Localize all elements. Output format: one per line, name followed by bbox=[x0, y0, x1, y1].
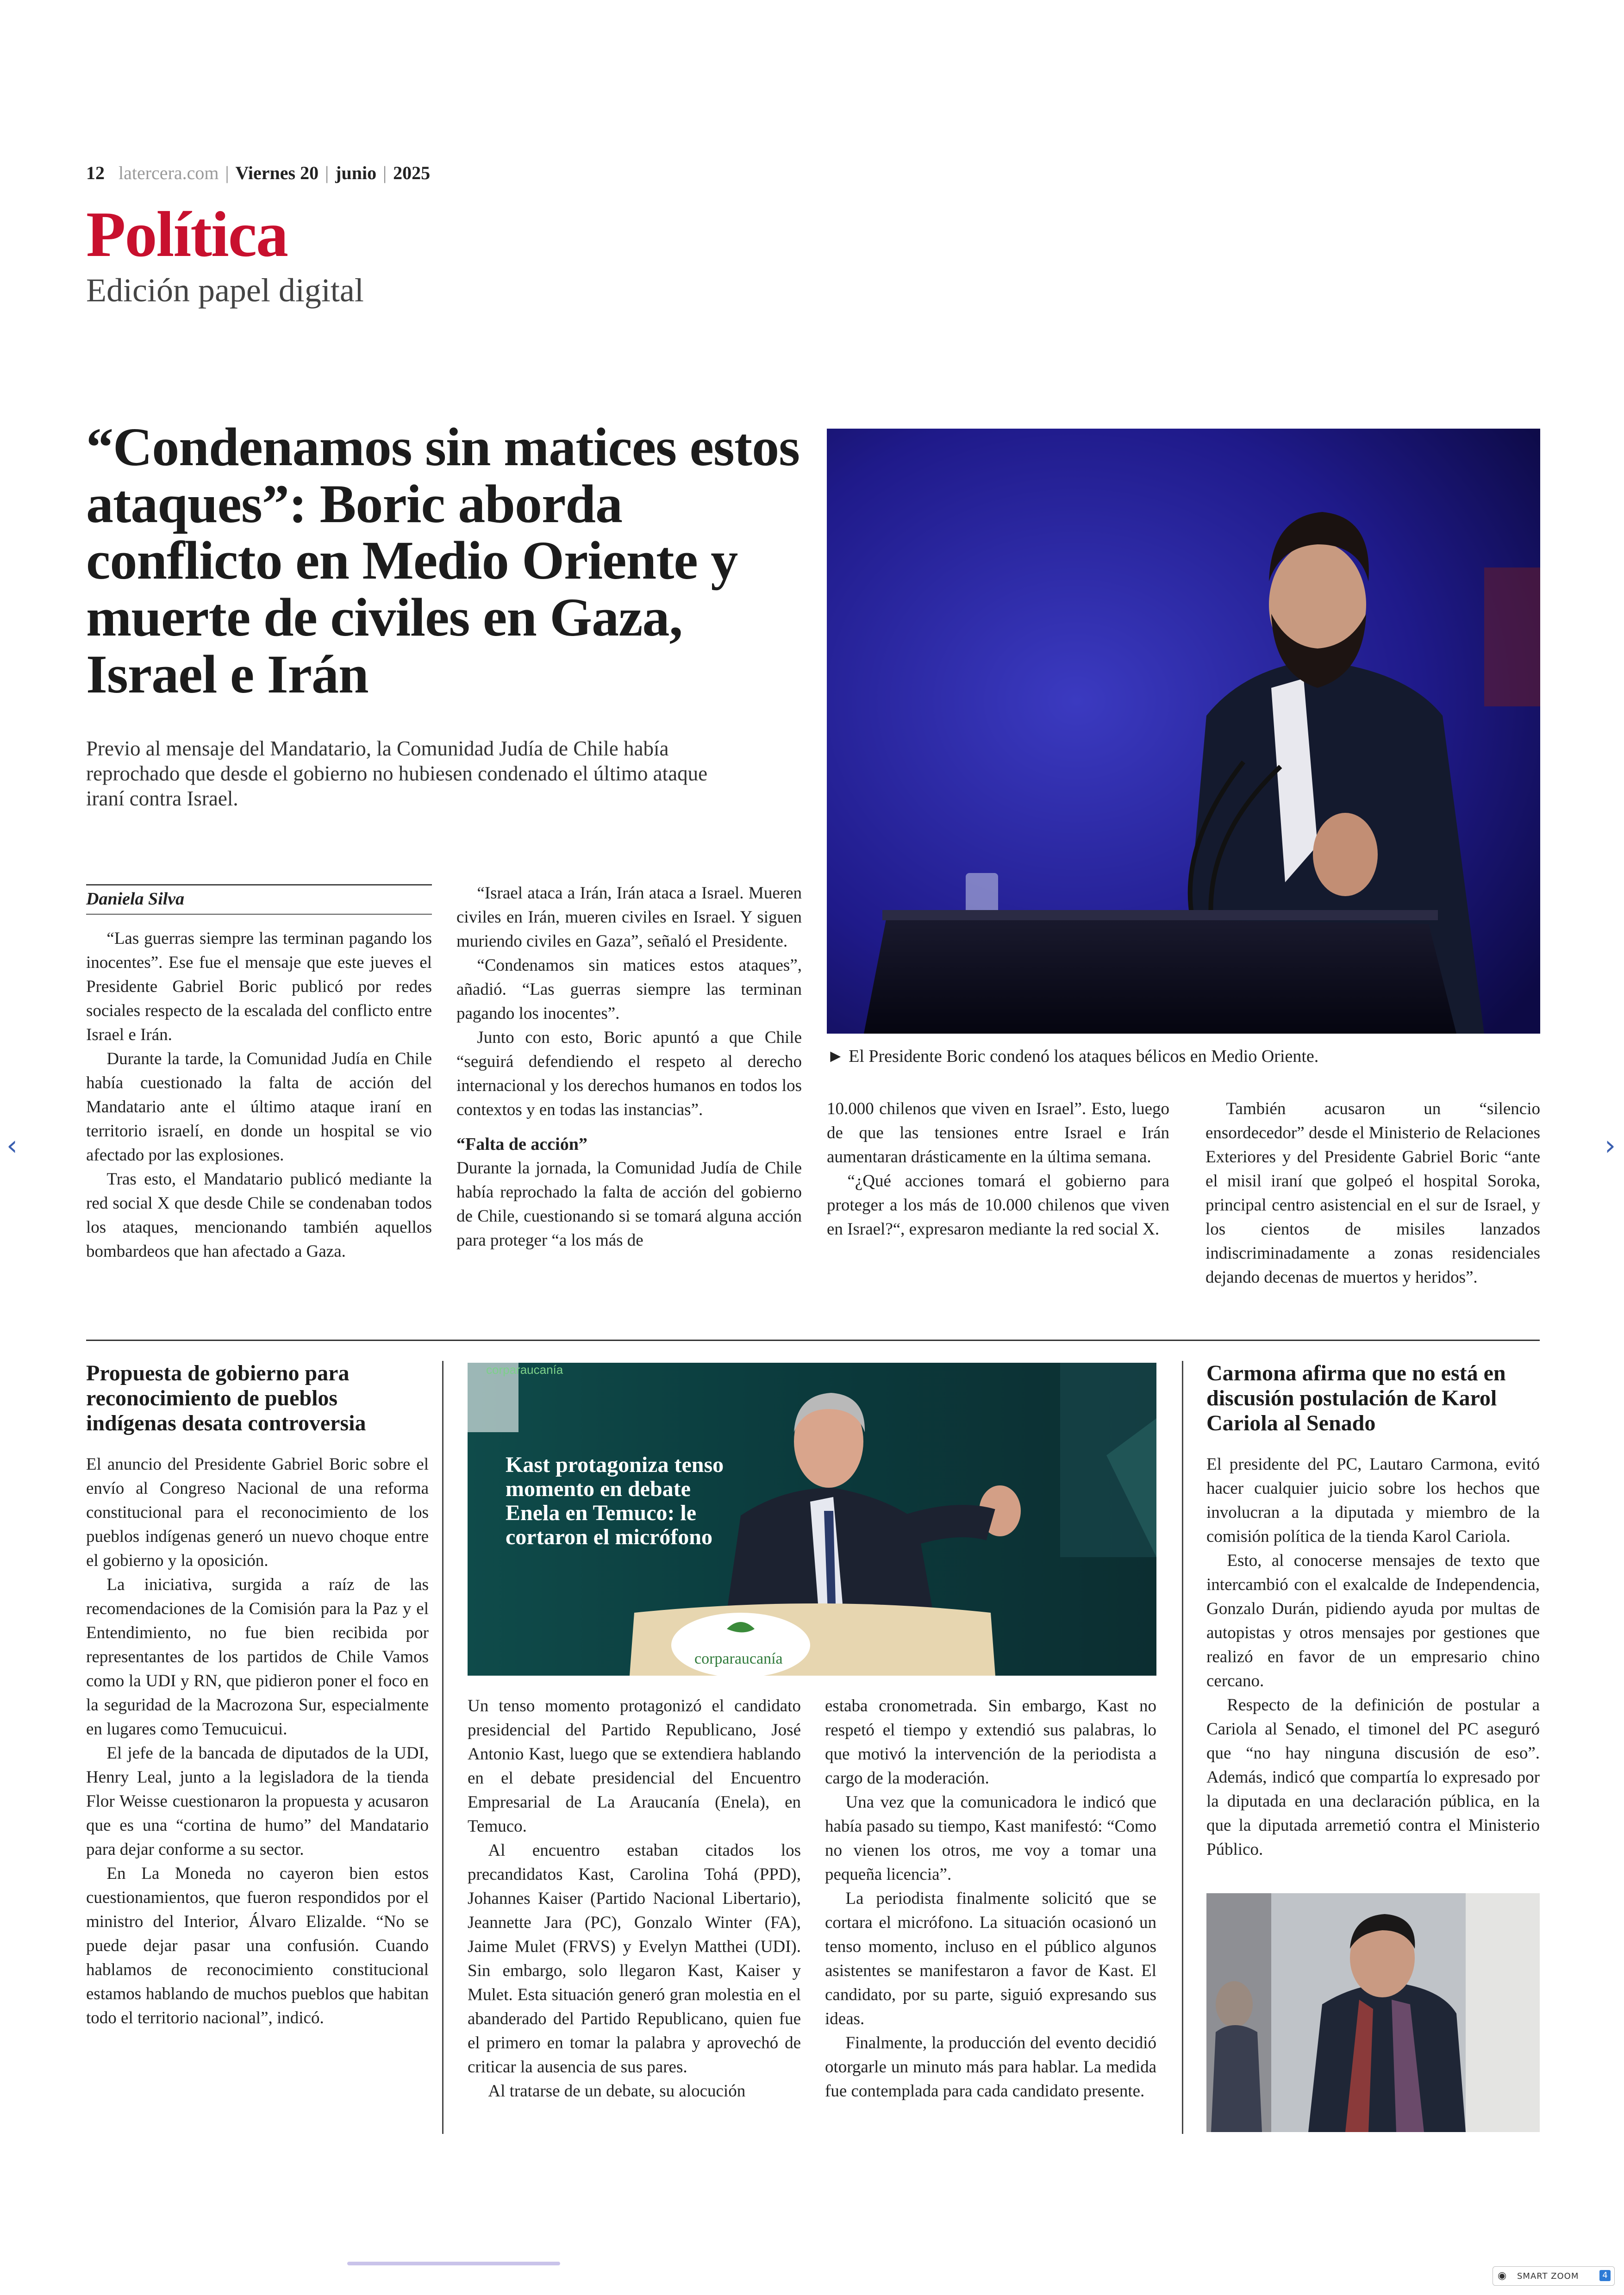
paragraph: Durante la tarde, la Comunidad Judía en Chile había cuestionado la falta de acción del Mandatario ante el último ataque iraní en territorio israelí, en donde un hospital se vio afectado por las explosiones. bbox=[86, 1049, 432, 1165]
paragraph: Junto con esto, Boric apuntó a que Chile “seguirá defendiendo el respeto al derecho internacional y los derechos humanos en todos los contextos y en todas las instancias”. bbox=[456, 1028, 802, 1119]
right-story bbox=[1206, 1361, 1540, 1862]
issue-day: Viernes 20 bbox=[235, 162, 319, 183]
paragraph: Al tratarse de un debate, su alocución bbox=[488, 2082, 746, 2101]
next-page-arrow-icon[interactable]: › bbox=[1605, 1129, 1616, 1162]
main-column-3 bbox=[827, 1097, 1169, 1241]
left-story bbox=[86, 1361, 429, 2030]
kast-photo bbox=[468, 1363, 1156, 1676]
carmona-photo bbox=[1206, 1893, 1540, 2132]
section-divider bbox=[86, 1340, 1540, 1341]
column-divider bbox=[442, 1361, 443, 2134]
main-column-4 bbox=[1206, 1097, 1540, 1290]
page-number: 12 bbox=[86, 162, 105, 183]
main-column-1 bbox=[86, 927, 432, 1264]
subhead: “Falta de acción” bbox=[456, 1135, 587, 1154]
paragraph: El jefe de la bancada de diputados de la UDI, Henry Leal, junto a la legisladora de la tienda Flor Weisse cuestionaron la propuesta y acusaron que es una “cortina de humo” del Mandatario para dejar conforme a su sector. bbox=[86, 1744, 429, 1859]
photo-caption bbox=[827, 1046, 1318, 1066]
zoom-level-badge: 4 bbox=[1599, 2270, 1611, 2281]
paragraph: El presidente del PC, Lautaro Carmona, evitó hacer cualquier juicio sobre los hechos que involucran a la diputada y miembro de la comisión política de la tienda Karol Cariola. bbox=[1206, 1455, 1540, 1546]
paragraph: Al encuentro estaban citados los precandidatos Kast, Carolina Tohá (PPD), Johannes Kaiser (Partido Nacional Libertario), Jeannette Jara (PC), Gonzalo Winter (FA), Jaime Mulet (FRVS) y Evelyn Matthei (UDI). Sin embargo, solo llegaron Kast, Kaiser y Mulet. Esta situación generó gran molestia en el abanderado del Partido Republicano, quien fue el primero en tomar la palabra y aprovechó de criticar la ausencia de sus pares. bbox=[468, 1841, 801, 2077]
column-divider bbox=[1182, 1361, 1183, 2134]
boric-photo-illustration bbox=[827, 429, 1540, 1034]
byline-rule-top bbox=[86, 884, 432, 886]
paragraph: Durante la jornada, la Comunidad Judía de Chile había reprochado la falta de acción del gobierno de Chile, cuestionando si se tomará alguna acción para proteger “a los más de bbox=[456, 1159, 802, 1250]
boric-photo bbox=[827, 429, 1540, 1034]
paragraph: “Israel ataca a Irán, Irán ataca a Israel. Mueren civiles en Irán, mueren civiles en Israel. Y siguen muriendo civiles en Gaza”, señaló el Presidente. bbox=[456, 884, 802, 951]
prev-page-arrow-icon[interactable]: ‹ bbox=[6, 1129, 18, 1162]
paragraph: También acusaron un “silencio ensordecedor” desde el Ministerio de Relaciones Exteriores y del Presidente Gabriel Boric “ante el misil iraní que golpeó el hospital Soroka, principal centro asistencial en el sur de Israel, y los cientos de misiles lanzados indiscriminadamente a zonas residenciales dejando decenas de muertos y heridos”. bbox=[1206, 1099, 1540, 1287]
carmona-photo-illustration bbox=[1206, 1893, 1540, 2132]
paragraph: Esto, al conocerse mensajes de texto que intercambió con el exalcalde de Independencia, Gonzalo Durán, pidiendo ayuda por multas de autopistas y otros mensajes por gestiones que realizó en favor de un empresario chino cercano. bbox=[1206, 1551, 1540, 1690]
smart-zoom-label: SMART ZOOM bbox=[1517, 2271, 1579, 2281]
paragraph: Una vez que la comunicadora le indicó que había pasado su tiempo, Kast manifestó: “Como no vienen los otros, me voy a tomar una pequeña licencia”. bbox=[825, 1793, 1156, 1884]
section-title: Política bbox=[86, 199, 287, 270]
paragraph: 10.000 chilenos que viven en Israel”. Esto, luego de que las tensiones entre Israel e Irán aumentaran drásticamente en la última semana. bbox=[827, 1099, 1169, 1166]
eye-icon: ◉ bbox=[1498, 2270, 1507, 2282]
byline-rule-bottom bbox=[86, 914, 432, 915]
section-subtitle: Edición papel digital bbox=[86, 272, 364, 309]
paragraph: Respecto de la definición de postular a Cariola al Senado, el timonel del PC aseguró que “no hay ninguna discusión de eso”. Además, indicó que compartía lo expresado por la diputada en una declaración pública, en la que la diputada arremetió contra el Ministerio Público. bbox=[1206, 1696, 1540, 1859]
paragraph: Tras esto, el Mandatario publicó mediante la red social X que desde Chile se condenaban todos los ataques, mencionando también aquellos bombardeos que han afectado a Gaza. bbox=[86, 1170, 432, 1261]
site-name: latercera.com bbox=[119, 162, 219, 183]
issue-month: junio bbox=[335, 162, 377, 183]
page-header: 12 latercera.com | Viernes 20 | junio | 2025 bbox=[86, 162, 431, 183]
issue-year: 2025 bbox=[393, 162, 431, 183]
paragraph: “¿Qué acciones tomará el gobierno para proteger a los más de 10.000 chilenos que viven en Israel?“, expresaron mediante la red social X. bbox=[827, 1172, 1169, 1239]
center-column-2 bbox=[825, 1694, 1156, 2103]
right-story-headline: Carmona afirma que no está en discusión postulación de Karol Cariola al Senado bbox=[1206, 1361, 1506, 1435]
paragraph: La periodista finalmente solicitó que se cortara el micrófono. La situación ocasionó un tenso momento, incluso en el público algunos asistentes se manifestaron a favor de Kast. El candidato, por su parte, siguió expresando sus ideas. bbox=[825, 1889, 1156, 2028]
paragraph: “Condenamos sin matices estos ataques”, añadió. “Las guerras siempre las terminan pagando los inocentes”. bbox=[456, 956, 802, 1023]
paragraph: Finalmente, la producción del evento decidió otorgarle un minuto más para hablar. La medida fue contemplada para cada candidato presente. bbox=[825, 2033, 1156, 2101]
main-deck: Previo al mensaje del Mandatario, la Comunidad Judía de Chile había reprochado que desde el gobierno no hubiesen condenado el último ataque iraní contra Israel. bbox=[86, 737, 708, 810]
page-scrubber[interactable] bbox=[347, 2262, 560, 2265]
caption-marker: ► bbox=[827, 1047, 844, 1066]
paragraph: El anuncio del Presidente Gabriel Boric sobre el envío al Congreso Nacional de una reforma constitucional para el reconocimiento de los pueblos indígenas generó un nuevo choque entre el gobierno y la oposición. bbox=[86, 1455, 429, 1570]
main-column-2 bbox=[456, 881, 802, 1253]
caption-text: El Presidente Boric condenó los ataques bélicos en Medio Oriente. bbox=[849, 1047, 1319, 1066]
top-logo-text: corparaucanía bbox=[486, 1363, 563, 1377]
right-story-body bbox=[1206, 1453, 1540, 1862]
paragraph: “Las guerras siempre las terminan pagando los inocentes”. Ese fue el mensaje que este jueves el Presidente Gabriel Boric publicó por redes sociales respecto de la escalada del conflicto entre Israel e Irán. bbox=[86, 929, 432, 1044]
paragraph: En La Moneda no cayeron bien estos cuestionamientos, que fueron respondidos por el ministro del Interior, Álvaro Elizalde. “No se puede dejar pasar una confusión. Cuando hablamos de reconocimiento constitucional estamos hablando de muchos pueblos que habitan todo el territorio nacional”, indicó. bbox=[86, 1864, 429, 2027]
paragraph: estaba cronometrada. Sin embargo, Kast no respetó el tiempo y extendió sus palabras, lo que motivó la intervención de la periodista a cargo de la moderación. bbox=[825, 1696, 1156, 1788]
photo-headline: Kast protagoniza tenso momento en debate Enela en Temuco: le cortaron el micrófono bbox=[506, 1453, 724, 1549]
paragraph: La iniciativa, surgida a raíz de las recomendaciones de la Comisión para la Paz y el Entendimiento, no fue bien recibida por representantes de los partidos de Chile Vamos como la UDI y RN, que pidieron poner el foco en la seguridad de la Macrozona Sur, especialmente en lugares como Temucuicui. bbox=[86, 1575, 429, 1739]
main-headline: “Condenamos sin matices estos ataques”: Boric aborda conflicto en Medio Oriente y muerte de civiles en Gaza, Israel e Irán bbox=[86, 417, 800, 705]
left-story-headline: Propuesta de gobierno para reconocimiento de pueblos indígenas desata controversia bbox=[86, 1361, 366, 1435]
podium-logo-text: corparaucanía bbox=[694, 1650, 783, 1667]
paragraph: Un tenso momento protagonizó el candidato presidencial del Partido Republicano, José Antonio Kast, luego que se extendiera hablando en el debate presidencial del Encuentro Empresarial de La Araucanía (Enela), en Temuco. bbox=[468, 1696, 801, 1836]
center-column-1 bbox=[468, 1694, 801, 2103]
left-story-body bbox=[86, 1453, 429, 2030]
byline: Daniela Silva bbox=[86, 889, 185, 909]
smart-zoom-control[interactable] bbox=[1493, 2266, 1615, 2286]
